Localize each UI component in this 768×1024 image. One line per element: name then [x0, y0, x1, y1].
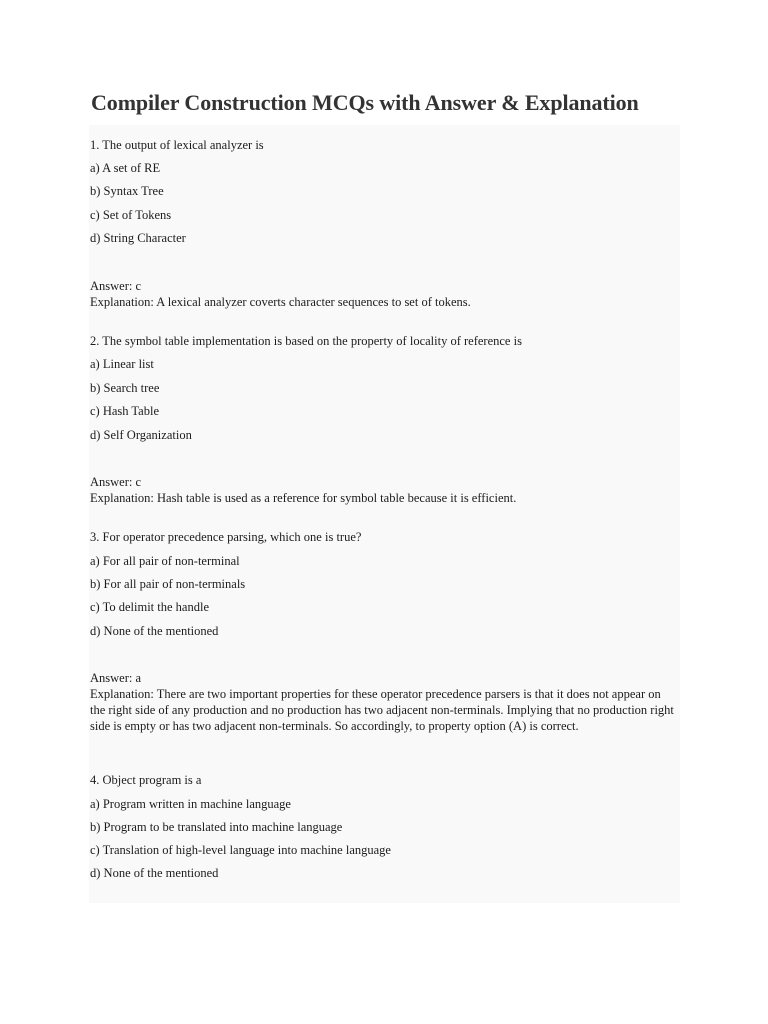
question-3-text: 3. For operator precedence parsing, which one is true?	[90, 530, 362, 544]
question-1-option-c: c) Set of Tokens	[90, 208, 172, 222]
question-1-explanation: Explanation: A lexical analyzer coverts character sequences to set of tokens.	[90, 295, 471, 309]
question-4-option-c: c) Translation of high-level language into machine language	[90, 843, 391, 857]
question-3-option-b: b) For all pair of non-terminals	[90, 577, 246, 591]
question-3-option-c: c) To delimit the handle	[90, 600, 210, 614]
question-1-option-b: b) Syntax Tree	[90, 184, 164, 198]
question-4-option-a: a) Program written in machine language	[90, 797, 291, 811]
question-2-answer: Answer: c	[90, 475, 142, 489]
question-2-option-b: b) Search tree	[90, 381, 160, 395]
question-2-explanation: Explanation: Hash table is used as a reference for symbol table because it is efficient.	[90, 491, 517, 505]
question-2-text: 2. The symbol table implementation is based on the property of locality of reference is	[90, 334, 522, 348]
question-2-option-a: a) Linear list	[90, 357, 154, 371]
question-1-option-d: d) String Character	[90, 231, 186, 245]
question-3-option-d: d) None of the mentioned	[90, 624, 219, 638]
question-2-option-d: d) Self Organization	[90, 428, 192, 442]
question-3-option-a: a) For all pair of non-terminal	[90, 554, 240, 568]
question-3-explanation: Explanation: There are two important properties for these operator precedence parsers is that it does not appear on the right side of any production and no production has two adjacent non-terminals. Implying that no production right side is empty or has two adjacent non-terminals. So accordingly, to property option (A) is correct.	[90, 687, 674, 733]
question-1-text: 1. The output of lexical analyzer is	[90, 138, 264, 152]
question-4-option-b: b) Program to be translated into machine language	[90, 820, 343, 834]
page-title: Compiler Construction MCQs with Answer & Explanation	[91, 90, 639, 115]
question-4-option-d: d) None of the mentioned	[90, 866, 219, 880]
question-1-answer: Answer: c	[90, 279, 142, 293]
question-3-answer: Answer: a	[90, 671, 142, 685]
question-4-text: 4. Object program is a	[90, 773, 202, 787]
question-2-option-c: c) Hash Table	[90, 404, 160, 418]
question-1-option-a: a) A set of RE	[90, 161, 161, 175]
